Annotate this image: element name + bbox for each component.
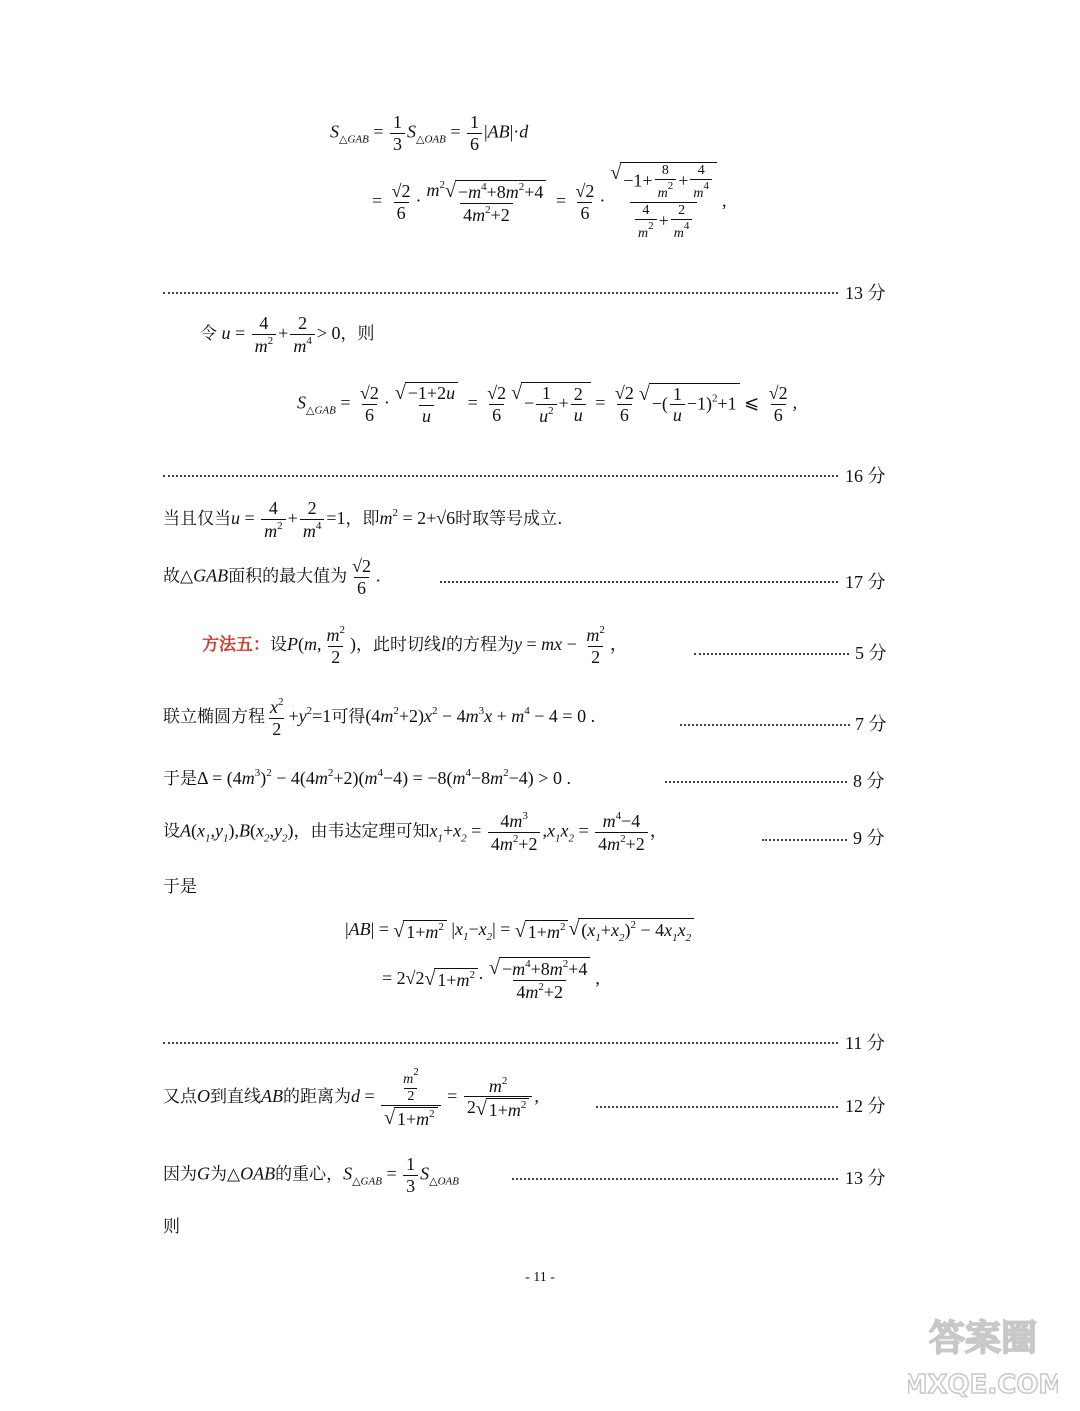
conclusion-line: 故△GAB面积的最大值为 $\frac{√2}{6}$ . [163, 556, 381, 598]
method5-eq: 的方程为 [446, 634, 515, 655]
method5-tangent: ，此时切线 [356, 634, 441, 655]
dotted-leader [762, 839, 847, 841]
method5-line: 方法五：设P(m, $\frac{m^2}{2}$ )，此时切线l的方程为y = mx − $\frac{m^2}{2}$ ， [202, 624, 628, 667]
vieta-prefix: 设 [163, 821, 180, 842]
watermark-line2: MXQE.COM [908, 1370, 1058, 1400]
ze-line: 则 [163, 1217, 180, 1237]
centroid-mid2: 的重心， [275, 1164, 344, 1185]
delta-prefix: 于是 [163, 769, 197, 789]
score-mark: 13 分 [845, 1168, 886, 1188]
dotted-leader [163, 475, 838, 477]
score-mark: 12 分 [845, 1096, 886, 1116]
dist-mid2: 的距离为 [283, 1086, 351, 1107]
equality-mid: ，即 [345, 508, 380, 529]
centroid-line: 因为G为△OAB的重心，$S_{\triangle GAB}$ = $\frac{1}{3}$ $S_{\triangle OAB}$ [163, 1154, 459, 1196]
equality-prefix: 当且仅当 [163, 508, 231, 529]
equality-condition-line: 当且仅当u = $\frac{4}{m^2}$ + $\frac{2}{m^4}$ =1，即$m^2 = 2+√6$时取等号成立. [163, 498, 563, 541]
centroid-prefix: 因为 [163, 1164, 197, 1185]
page-number: - 11 - [525, 1270, 555, 1285]
formula-s-gab-definition: $S_{\triangle GAB}$ = $\frac{1}{3}$ $S_{\triangle OAB}$ = $\frac{1}{6}$ |AB|·d [330, 112, 529, 154]
dotted-leader [512, 1178, 838, 1180]
score-mark: 8 分 [853, 771, 885, 791]
watermark-logo [908, 1305, 1058, 1405]
distance-line: 又点O到直线AB的距离为d = $\frac{m^2}{2}$ √ $1+m^2$ = $m^2$ 2 √ $1+m^2$ , [163, 1066, 539, 1129]
dotted-leader [163, 292, 838, 294]
conclusion-prefix: 故△ [163, 566, 194, 587]
score-mark: 17 分 [845, 572, 886, 592]
centroid-mid: 为△ [210, 1164, 241, 1185]
vieta-line: 设$A(x_1,y_1),B(x_2,y_2)$，由韦达定理可知$x_1+x_2$ = $\frac{4m^3}{4m^2+2}$ $,x_1x_2$ = $\frac{m^4-4}{4m^2+2}$ ， [163, 810, 668, 854]
equality-suffix: 时取等号成立. [455, 508, 563, 529]
ellipse-prefix: 联立椭圆方程 [163, 706, 265, 727]
dist-mid: 到直线 [210, 1086, 261, 1107]
watermark-line1: 答案圈 [928, 1318, 1038, 1359]
dotted-leader [596, 1106, 838, 1108]
method5-set: 设 [270, 634, 287, 655]
formula-s-gab-in-u: $S_{\triangle GAB}$ = $\frac{√2}{6}$ · √ −1+2u u = $\frac{√2}{6}$ √ − $\frac{1}{u^2}$ + $\frac{2}{u}$ = $\frac{√2}{6}$ √ −( $\frac{1}{u}$ −1)$^2$+1 ⩽ $\frac{√2}{6}$ , [297, 382, 798, 427]
score-mark: 7 分 [855, 714, 887, 734]
dotted-leader [163, 1042, 838, 1044]
score-mark: 16 分 [845, 466, 886, 486]
ellipse-mid: 可得 [331, 706, 366, 727]
let-prefix: 令 [200, 323, 217, 344]
then-text: ，则 [340, 323, 375, 344]
formula-ab-length-result: = 2√2 √ $1+m^2$ · √ $-m^4+8m^2+4$ $4m^2+2$ , [382, 957, 600, 1003]
ellipse-combine-line: 联立椭圆方程 $\frac{x^2}{2}$ $+y^2=1$可得$(4m^2+2)x^2 - 4m^3x + m^4 - 4 = 0$ . [163, 696, 596, 739]
conclusion-mid: 面积的最大值为 [228, 566, 348, 587]
dist-prefix: 又点 [163, 1086, 197, 1107]
formula-ab-length: |AB| = √ $1+m^2$ $|x_1-x_2|$ = √ $1+m^2$ √ $(x_1+x_2)^2 - 4x_1x_2$ [345, 918, 694, 944]
score-mark: 9 分 [853, 828, 885, 848]
yushi-line: 于是 [163, 877, 197, 897]
dotted-leader [440, 581, 838, 583]
formula-s-gab-expansion: = $\frac{√2}{6}$ · $m^2$ √ $-m^4+8m^2+4$ $4m^2+2$ = $\frac{√2}{6}$ · √ −1+ $\frac{8}{m^2}$ + $\frac{4}{m^4}$ $\frac{4}{m^2}$ + $\frac{2}{m^4}$ , [372, 162, 727, 242]
dotted-leader [680, 724, 850, 726]
dotted-leader [694, 653, 849, 655]
dotted-leader [665, 781, 847, 783]
vieta-mid: ，由韦达定理可知 [293, 821, 430, 842]
score-mark: 13 分 [845, 283, 886, 303]
method5-label: 方法五： [202, 634, 270, 655]
let-u-line: 令 u = $\frac{4}{m^2}$ + $\frac{2}{m^4}$ > 0，则 [200, 313, 375, 356]
score-mark: 11 分 [845, 1033, 885, 1053]
delta-line: 于是$\Delta = (4m^3)^2 - 4(4m^2+2)(m^4-4) = -8(m^4-8m^2-4) > 0$ . [163, 767, 571, 789]
score-mark: 5 分 [855, 643, 887, 663]
